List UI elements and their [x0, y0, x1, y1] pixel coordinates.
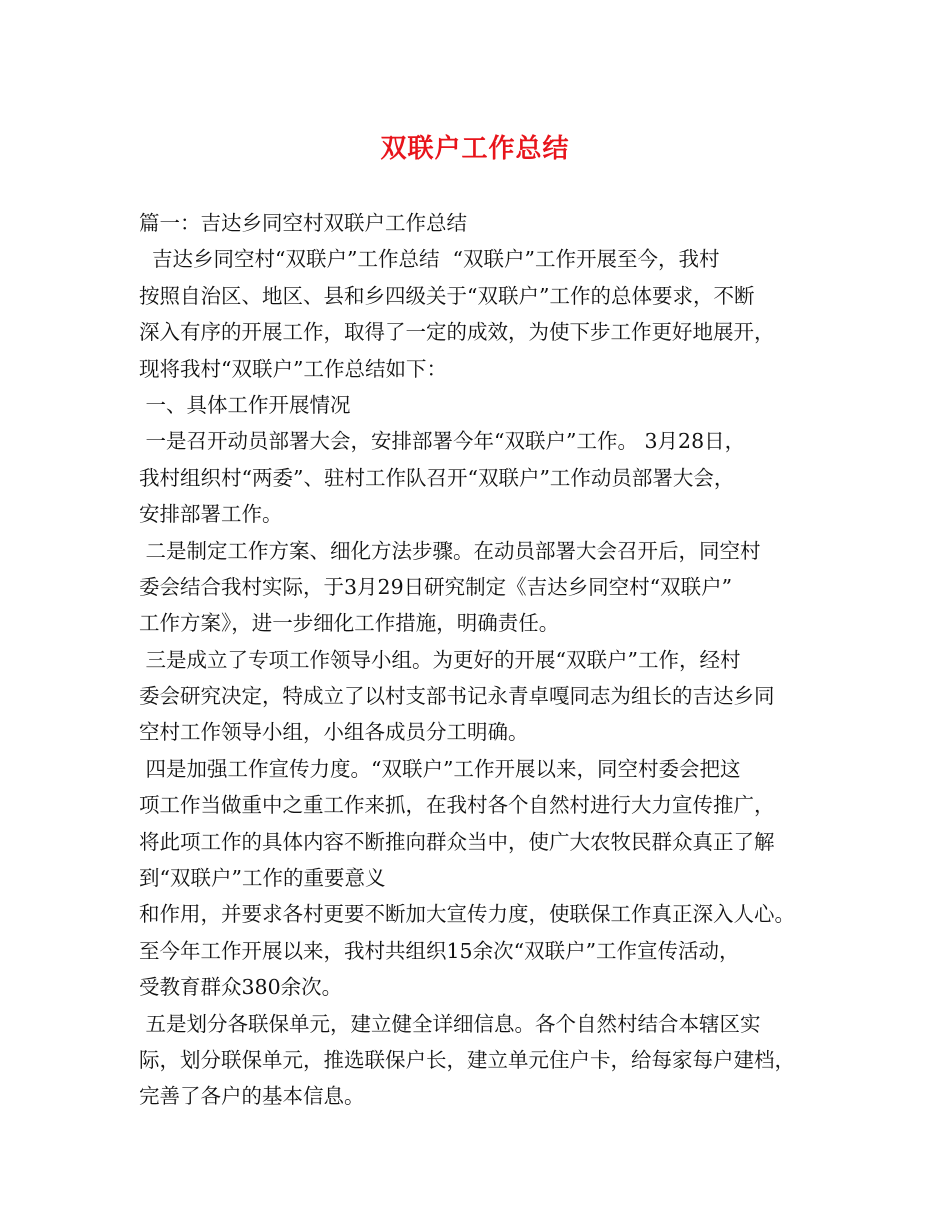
text-line: 将此项工作的具体内容不断推向群众当中，使广大农牧民群众真正了解 [139, 829, 775, 854]
text-line: 委会研究决定，特成立了以村支部书记永青卓嘎同志为组长的吉达乡同 [139, 684, 775, 709]
text-line: 完善了各户的基本信息。 [139, 1084, 365, 1109]
text-line: 到“双联户”工作的重要意义 [139, 866, 386, 891]
text-line: 空村工作领导小组，小组各成员分工明确。 [139, 720, 529, 745]
text-line: 三是成立了专项工作领导小组。为更好的开展“双联户”工作，经村 [139, 647, 741, 672]
text-line: 二是制定工作方案、细化方法步骤。在动员部署大会召开后，同空村 [139, 538, 761, 563]
text-line: 深入有序的开展工作，取得了一定的成效，为使下步工作更好地展开， [139, 320, 775, 345]
text-line: 按照自治区、地区、县和乡四级关于“双联户”工作的总体要求，不断 [139, 283, 755, 308]
text-line: 一、具体工作开展情况 [139, 392, 351, 417]
text-line: 吉达乡同空村“双联户”工作总结 “双联户”工作开展至今，我村 [139, 247, 720, 272]
text-line: 我村组织村“两委”、驻村工作队召开“双联户”工作动员部署大会， [139, 465, 735, 490]
text-line: 篇一：吉达乡同空村双联户工作总结 [139, 211, 467, 235]
text-line: 工作方案》，进一步细化工作措施，明确责任。 [139, 611, 560, 636]
text-line: 一是召开动员部署大会，安排部署今年“双联户”工作。 3月28日， [139, 429, 746, 454]
text-line: 五是划分各联保单元，建立健全详细信息。各个自然村结合本辖区实 [139, 1011, 761, 1036]
text-line: 现将我村“双联户”工作总结如下： [139, 356, 447, 381]
text-line: 四是加强工作宣传力度。“双联户”工作开展以来，同空村委会把这 [139, 756, 741, 781]
text-line: 受教育群众380余次。 [139, 975, 343, 1000]
text-line: 际，划分联保单元，推选联保户长，建立单元住户卡，给每家每户建档， [139, 1047, 795, 1072]
text-line: 和作用，并要求各村更要不断加大宣传力度，使联保工作真正深入人心。 [139, 902, 795, 927]
text-line: 安排部署工作。 [139, 502, 283, 527]
document-title: 双联户工作总结 [380, 134, 570, 164]
document-body [139, 205, 839, 1115]
text-line: 项工作当做重中之重工作来抓，在我村各个自然村进行大力宣传推广， [139, 793, 775, 818]
text-line: 至今年工作开展以来，我村共组织15余次“双联户”工作宣传活动， [139, 938, 740, 963]
text-line: 委会结合我村实际，于3月29日研究制定《吉达乡同空村“双联户” [139, 574, 733, 599]
